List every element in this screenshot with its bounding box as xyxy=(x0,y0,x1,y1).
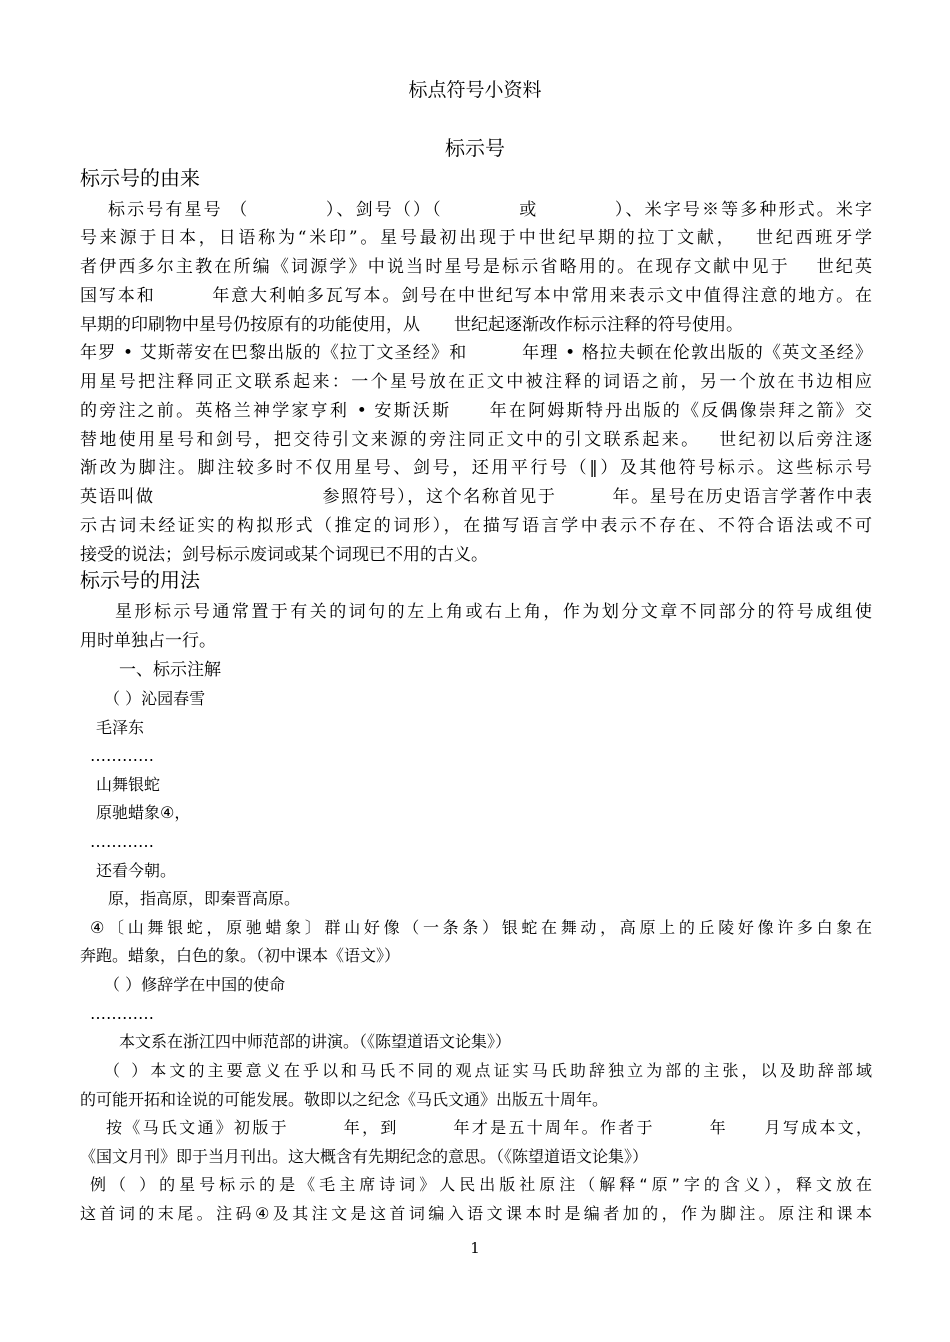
paragraph-line: 者伊西多尔主教在所编《词源学》中说当时星号是标示省略用的。在现存文献中见于 世纪英 xyxy=(80,257,872,277)
example-line: 《国文月刊》即于当月刊出。这大概含有先期纪念的意思。（《陈望道语文论集》） xyxy=(80,1147,649,1166)
poem-note: 原，指高原，即秦晋高原。 xyxy=(108,889,301,908)
paragraph-line: 星形标示号通常置于有关的词句的左上角或右上角，作为划分文章不同部分的符号成组使 xyxy=(115,602,872,622)
paragraph-line: 的旁注之前。英格兰神学家亨利 • 安斯沃斯 年在阿姆斯特丹出版的《反偶像崇拜之箭》交 xyxy=(80,401,872,421)
paragraph-line: 渐改为脚注。脚注较多时不仅用星号、剑号，还用平行号（‖）及其他符号标示。这些标示号 xyxy=(80,458,872,478)
example-note: 本文系在浙江四中师范部的讲演。（《陈望道语文论集》） xyxy=(119,1032,512,1051)
page-number: 1 xyxy=(470,1239,480,1257)
example-line: 例（ ）的星号标示的是《毛主席诗词》人民出版社原注（解释“原”字的含义），释文放在 xyxy=(90,1175,872,1194)
footnote-line: 奔跑。蜡象，白色的象。（初中课本《语文》） xyxy=(80,946,401,965)
ellipsis: ………… xyxy=(90,746,154,765)
example-title: （ ）修辞学在中国的使命 xyxy=(104,975,286,994)
poem-line: 还看今朝。 xyxy=(96,861,177,880)
poem-author: 毛泽东 xyxy=(96,718,145,737)
example-line: 按《马氏文通》初版于 年，到 年才是五十周年。作者于 年 月写成本文， xyxy=(106,1118,872,1137)
section-heading-origin: 标示号的由来 xyxy=(80,166,200,190)
poem-line: 山舞银蛇 xyxy=(96,775,161,794)
paragraph-line: 年罗 • 艾斯蒂安在巴黎出版的《拉丁文圣经》和 年理 • 格拉夫顿在伦敦出版的《英文圣经》 xyxy=(80,343,872,363)
paragraph-line: 标示号有星号 （ ）、剑号（）（ 或 ）、米字号※等多种形式。米字 xyxy=(108,200,872,220)
section-heading-usage: 标示号的用法 xyxy=(80,568,200,592)
example-line: 这首词的末尾。注码④及其注文是这首词编入语文课本时是编者加的，作为脚注。原注和课本 xyxy=(80,1204,872,1223)
paragraph-line: 接受的说法；剑号标示废词或某个词现已不用的古义。 xyxy=(80,545,488,565)
ellipsis: ………… xyxy=(90,832,154,851)
paragraph-line: 用时单独占一行。 xyxy=(80,631,216,651)
document-title: 标点符号小资料 xyxy=(408,79,542,101)
ellipsis: ………… xyxy=(90,1004,154,1023)
poem-line: 原驰蜡象④， xyxy=(96,803,191,822)
example-line: 的可能开拓和诠说的可能发展。敬即以之纪念《马氏文通》出版五十周年。 xyxy=(80,1090,609,1109)
paragraph-line: 替地使用星号和剑号，把交待引文来源的旁注同正文中的引文联系起来。 世纪初以后旁注逐 xyxy=(80,430,872,450)
poem-title: （ ）沁园春雪 xyxy=(104,689,206,708)
example-line: （ ）本文的主要意义在乎以和马氏不同的观点证实马氏助辞独立为部的主张，以及助辞部域 xyxy=(104,1061,872,1080)
paragraph-line: 号来源于日本，日语称为“米印”。星号最初出现于中世纪早期的拉丁文献， 世纪西班牙学 xyxy=(80,228,872,248)
paragraph-line: 示古词未经证实的构拟形式（推定的词形），在描写语言学中表示不存在、不符合语法或不可 xyxy=(80,516,872,536)
document-subtitle: 标示号 xyxy=(445,136,505,160)
paragraph-line: 早期的印刷物中星号仍按原有的功能使用，从 世纪起逐渐改作标示注释的符号使用。 xyxy=(80,315,743,335)
footnote-line: ④〔山舞银蛇，原驰蜡象〕群山好像（一条条）银蛇在舞动，高原上的丘陵好像许多白象在 xyxy=(90,918,872,937)
list-item-heading: 一、标示注解 xyxy=(119,660,221,680)
paragraph-line: 英语叫做 参照符号），这个名称首见于 年。星号在历史语言学著作中表 xyxy=(80,487,872,507)
paragraph-line: 国写本和 年意大利帕多瓦写本。剑号在中世纪写本中常用来表示文中值得注意的地方。在 xyxy=(80,286,872,306)
paragraph-line: 用星号把注释同正文联系起来：一个星号放在正文中被注释的词语之前，另一个放在书边相应 xyxy=(80,372,872,392)
